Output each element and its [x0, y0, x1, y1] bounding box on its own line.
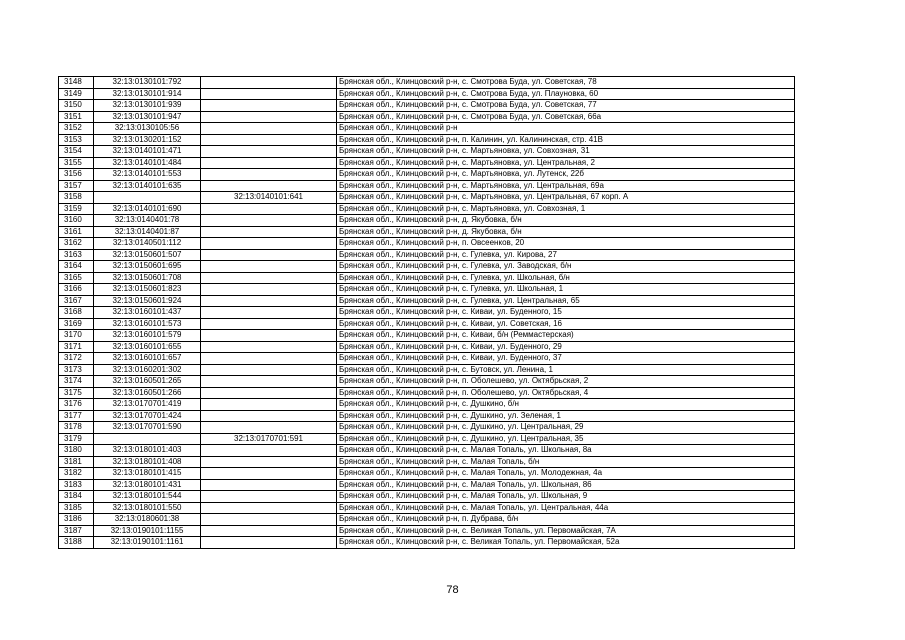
cadastral-number-cell: 32:13:0160501:266 [94, 387, 201, 399]
row-number-cell: 3161 [59, 226, 94, 238]
address-cell: Брянская обл., Клинцовский р-н, с. Киваи, ул. Буденного, 37 [337, 353, 795, 365]
cadastral-number-alt-cell [201, 249, 337, 261]
table-row [59, 180, 795, 192]
address-cell: Брянская обл., Клинцовский р-н, с. Малая Топаль, ул. Молодежная, 4а [337, 468, 795, 480]
cadastral-number-cell: 32:13:0170701:590 [94, 422, 201, 434]
cadastral-number-cell: 32:13:0160201:302 [94, 364, 201, 376]
address-cell: Брянская обл., Клинцовский р-н, д. Якубовка, б/н [337, 215, 795, 227]
cadastral-number-alt-cell [201, 456, 337, 468]
table-row [59, 502, 795, 514]
table-row [59, 387, 795, 399]
page-number: 78 [446, 584, 459, 596]
row-number-cell: 3169 [59, 318, 94, 330]
row-number-cell: 3170 [59, 330, 94, 342]
address-cell: Брянская обл., Клинцовский р-н, с. Смотрова Буда, ул. Советская, 77 [337, 100, 795, 112]
row-number-cell: 3172 [59, 353, 94, 365]
table-row [59, 330, 795, 342]
cadastral-number-alt-cell [201, 445, 337, 457]
cadastral-number-alt-cell [201, 491, 337, 503]
cadastral-number-cell: 32:13:0130105:56 [94, 123, 201, 135]
address-cell: Брянская обл., Клинцовский р-н, с. Гулевка, ул. Школьная, б/н [337, 272, 795, 284]
cadastral-number-cell: 32:13:0140101:690 [94, 203, 201, 215]
cadastral-number-cell: 32:13:0130101:947 [94, 111, 201, 123]
cadastral-number-alt-cell [201, 261, 337, 273]
table-row [59, 468, 795, 480]
cadastral-number-alt-cell [201, 502, 337, 514]
cadastral-number-cell: 32:13:0150601:924 [94, 295, 201, 307]
cadastral-number-alt-cell [201, 330, 337, 342]
cadastral-number-alt-cell [201, 157, 337, 169]
table-row [59, 192, 795, 204]
row-number-cell: 3150 [59, 100, 94, 112]
cadastral-number-cell: 32:13:0170701:424 [94, 410, 201, 422]
table-row [59, 525, 795, 537]
table-row [59, 203, 795, 215]
address-cell: Брянская обл., Клинцовский р-н, с. Гулевка, ул. Школьная, 1 [337, 284, 795, 296]
row-number-cell: 3165 [59, 272, 94, 284]
cadastral-number-cell: 32:13:0160501:265 [94, 376, 201, 388]
cadastral-number-cell: 32:13:0140401:87 [94, 226, 201, 238]
cadastral-number-alt-cell [201, 341, 337, 353]
cadastral-number-cell: 32:13:0160101:437 [94, 307, 201, 319]
cadastral-number-alt-cell [201, 376, 337, 388]
cadastral-number-alt-cell [201, 215, 337, 227]
cadastral-number-alt-cell [201, 514, 337, 526]
table-row [59, 433, 795, 445]
table-row [59, 514, 795, 526]
cadastral-number-alt-cell [201, 88, 337, 100]
address-cell: Брянская обл., Клинцовский р-н, с. Смотрова Буда, ул. Советская, 78 [337, 77, 795, 89]
table-row [59, 376, 795, 388]
cadastral-number-alt-cell [201, 399, 337, 411]
table-row [59, 318, 795, 330]
cadastral-number-cell: 32:13:0150601:695 [94, 261, 201, 273]
cadastral-number-alt-cell [201, 387, 337, 399]
cadastral-number-cell: 32:13:0130101:939 [94, 100, 201, 112]
table-row [59, 88, 795, 100]
cadastral-number-cell: 32:13:0190101:1161 [94, 537, 201, 549]
address-cell: Брянская обл., Клинцовский р-н, с. Малая Топаль, ул. Школьная, 8а [337, 445, 795, 457]
registry-table [58, 76, 795, 549]
cadastral-number-cell: 32:13:0150601:708 [94, 272, 201, 284]
table-row [59, 261, 795, 273]
cadastral-number-alt-cell [201, 307, 337, 319]
cadastral-number-cell: 32:13:0170701:419 [94, 399, 201, 411]
address-cell: Брянская обл., Клинцовский р-н, с. Смотрова Буда, ул. Плауновка, 60 [337, 88, 795, 100]
address-cell: Брянская обл., Клинцовский р-н, с. Мартьяновка, ул. Центральная, 69а [337, 180, 795, 192]
row-number-cell: 3179 [59, 433, 94, 445]
cadastral-number-alt-cell [201, 272, 337, 284]
address-cell: Брянская обл., Клинцовский р-н, с. Душкино, б/н [337, 399, 795, 411]
address-cell: Брянская обл., Клинцовский р-н, с. Киваи, б/н (Реммастерская) [337, 330, 795, 342]
table-row [59, 422, 795, 434]
cadastral-number-alt-cell [201, 353, 337, 365]
address-cell: Брянская обл., Клинцовский р-н, п. Оболешево, ул. Октябрьская, 2 [337, 376, 795, 388]
cadastral-number-alt-cell [201, 422, 337, 434]
cadastral-number-alt-cell [201, 284, 337, 296]
address-cell: Брянская обл., Клинцовский р-н, с. Гулевка, ул. Центральная, 65 [337, 295, 795, 307]
row-number-cell: 3164 [59, 261, 94, 273]
address-cell: Брянская обл., Клинцовский р-н, с. Великая Топаль, ул. Первомайская, 52а [337, 537, 795, 549]
address-cell: Брянская обл., Клинцовский р-н, с. Душкино, ул. Центральная, 29 [337, 422, 795, 434]
row-number-cell: 3167 [59, 295, 94, 307]
address-cell: Брянская обл., Клинцовский р-н, с. Гулевка, ул. Кирова, 27 [337, 249, 795, 261]
cadastral-number-cell: 32:13:0140101:553 [94, 169, 201, 181]
row-number-cell: 3188 [59, 537, 94, 549]
address-cell: Брянская обл., Клинцовский р-н [337, 123, 795, 135]
row-number-cell: 3185 [59, 502, 94, 514]
row-number-cell: 3163 [59, 249, 94, 261]
table-row [59, 215, 795, 227]
table-row [59, 295, 795, 307]
address-cell: Брянская обл., Клинцовский р-н, п. Овсеенков, 20 [337, 238, 795, 250]
table-row [59, 272, 795, 284]
row-number-cell: 3177 [59, 410, 94, 422]
cadastral-number-cell: 32:13:0140501:112 [94, 238, 201, 250]
table-row [59, 284, 795, 296]
cadastral-number-cell: 32:13:0140101:471 [94, 146, 201, 158]
row-number-cell: 3154 [59, 146, 94, 158]
row-number-cell: 3159 [59, 203, 94, 215]
row-number-cell: 3151 [59, 111, 94, 123]
address-cell: Брянская обл., Клинцовский р-н, с. Мартьяновка, ул. Центральная, 67 корп. А [337, 192, 795, 204]
row-number-cell: 3178 [59, 422, 94, 434]
table-row [59, 364, 795, 376]
cadastral-number-alt-cell [201, 295, 337, 307]
cadastral-number-alt-cell [201, 100, 337, 112]
row-number-cell: 3184 [59, 491, 94, 503]
cadastral-number-alt-cell: 32:13:0140101:641 [201, 192, 337, 204]
table-row [59, 399, 795, 411]
table-row [59, 226, 795, 238]
cadastral-number-cell: 32:13:0150601:507 [94, 249, 201, 261]
cadastral-number-cell: 32:13:0160101:579 [94, 330, 201, 342]
row-number-cell: 3152 [59, 123, 94, 135]
cadastral-number-cell: 32:13:0130101:914 [94, 88, 201, 100]
address-cell: Брянская обл., Клинцовский р-н, с. Мартьяновка, ул. Центральная, 2 [337, 157, 795, 169]
cadastral-number-alt-cell [201, 77, 337, 89]
cadastral-number-cell: 32:13:0130201:152 [94, 134, 201, 146]
row-number-cell: 3157 [59, 180, 94, 192]
row-number-cell: 3173 [59, 364, 94, 376]
row-number-cell: 3182 [59, 468, 94, 480]
address-cell: Брянская обл., Клинцовский р-н, д. Якубовка, б/н [337, 226, 795, 238]
cadastral-number-alt-cell [201, 525, 337, 537]
table-row [59, 111, 795, 123]
cadastral-number-cell [94, 192, 201, 204]
row-number-cell: 3171 [59, 341, 94, 353]
address-cell: Брянская обл., Клинцовский р-н, с. Смотрова Буда, ул. Советская, 66а [337, 111, 795, 123]
cadastral-number-alt-cell: 32:13:0170701:591 [201, 433, 337, 445]
address-cell: Брянская обл., Клинцовский р-н, с. Малая Топаль, ул. Школьная, 9 [337, 491, 795, 503]
row-number-cell: 3175 [59, 387, 94, 399]
cadastral-number-cell: 32:13:0180101:408 [94, 456, 201, 468]
table-row [59, 479, 795, 491]
cadastral-number-cell: 32:13:0180101:403 [94, 445, 201, 457]
row-number-cell: 3187 [59, 525, 94, 537]
registry-table-body [59, 77, 795, 549]
address-cell: Брянская обл., Клинцовский р-н, с. Киваи, ул. Буденного, 15 [337, 307, 795, 319]
cadastral-number-alt-cell [201, 180, 337, 192]
cadastral-number-cell: 32:13:0140101:635 [94, 180, 201, 192]
cadastral-number-cell: 32:13:0160101:657 [94, 353, 201, 365]
row-number-cell: 3183 [59, 479, 94, 491]
cadastral-number-alt-cell [201, 468, 337, 480]
address-cell: Брянская обл., Клинцовский р-н, с. Малая Топаль, б/н [337, 456, 795, 468]
table-row [59, 238, 795, 250]
address-cell: Брянская обл., Клинцовский р-н, с. Бутовск, ул. Ленина, 1 [337, 364, 795, 376]
table-row [59, 537, 795, 549]
cadastral-number-alt-cell [201, 238, 337, 250]
address-cell: Брянская обл., Клинцовский р-н, с. Гулевка, ул. Заводская, б/н [337, 261, 795, 273]
address-cell: Брянская обл., Клинцовский р-н, с. Мартьяновка, ул. Лутенск, 22б [337, 169, 795, 181]
row-number-cell: 3162 [59, 238, 94, 250]
address-cell: Брянская обл., Клинцовский р-н, п. Калинин, ул. Калининская, стр. 41В [337, 134, 795, 146]
table-row [59, 353, 795, 365]
address-cell: Брянская обл., Клинцовский р-н, с. Киваи, ул. Советская, 16 [337, 318, 795, 330]
table-row [59, 410, 795, 422]
cadastral-number-cell: 32:13:0180101:544 [94, 491, 201, 503]
address-cell: Брянская обл., Клинцовский р-н, с. Мартьяновка, ул. Совхозная, 1 [337, 203, 795, 215]
cadastral-number-alt-cell [201, 111, 337, 123]
cadastral-number-alt-cell [201, 203, 337, 215]
cadastral-number-cell: 32:13:0190101:1155 [94, 525, 201, 537]
table-row [59, 456, 795, 468]
row-number-cell: 3149 [59, 88, 94, 100]
row-number-cell: 3168 [59, 307, 94, 319]
table-row [59, 169, 795, 181]
row-number-cell: 3166 [59, 284, 94, 296]
row-number-cell: 3155 [59, 157, 94, 169]
row-number-cell: 3176 [59, 399, 94, 411]
cadastral-number-cell: 32:13:0150601:823 [94, 284, 201, 296]
address-cell: Брянская обл., Клинцовский р-н, с. Киваи, ул. Буденного, 29 [337, 341, 795, 353]
cadastral-number-cell: 32:13:0140101:484 [94, 157, 201, 169]
table-row [59, 307, 795, 319]
table-row [59, 100, 795, 112]
cadastral-number-cell: 32:13:0140401:78 [94, 215, 201, 227]
row-number-cell: 3180 [59, 445, 94, 457]
cadastral-number-alt-cell [201, 146, 337, 158]
table-row [59, 341, 795, 353]
cadastral-number-cell: 32:13:0180601:38 [94, 514, 201, 526]
row-number-cell: 3156 [59, 169, 94, 181]
cadastral-number-cell: 32:13:0180101:415 [94, 468, 201, 480]
cadastral-number-alt-cell [201, 537, 337, 549]
address-cell: Брянская обл., Клинцовский р-н, с. Душкино, ул. Зеленая, 1 [337, 410, 795, 422]
row-number-cell: 3148 [59, 77, 94, 89]
cadastral-number-alt-cell [201, 364, 337, 376]
row-number-cell: 3174 [59, 376, 94, 388]
cadastral-number-alt-cell [201, 123, 337, 135]
address-cell: Брянская обл., Клинцовский р-н, с. Душкино, ул. Центральная, 35 [337, 433, 795, 445]
table-row [59, 249, 795, 261]
cadastral-number-alt-cell [201, 479, 337, 491]
table-row [59, 77, 795, 89]
cadastral-number-alt-cell [201, 226, 337, 238]
address-cell: Брянская обл., Клинцовский р-н, с. Малая Топаль, ул. Центральная, 44а [337, 502, 795, 514]
row-number-cell: 3153 [59, 134, 94, 146]
row-number-cell: 3160 [59, 215, 94, 227]
cadastral-number-cell [94, 433, 201, 445]
cadastral-number-alt-cell [201, 410, 337, 422]
cadastral-number-alt-cell [201, 318, 337, 330]
address-cell: Брянская обл., Клинцовский р-н, п. Оболешево, ул. Октябрьская, 4 [337, 387, 795, 399]
table-row [59, 123, 795, 135]
table-row [59, 134, 795, 146]
table-row [59, 146, 795, 158]
table-row [59, 157, 795, 169]
table-row [59, 491, 795, 503]
cadastral-number-cell: 32:13:0160101:655 [94, 341, 201, 353]
row-number-cell: 3181 [59, 456, 94, 468]
address-cell: Брянская обл., Клинцовский р-н, с. Малая Топаль, ул. Школьная, 86 [337, 479, 795, 491]
address-cell: Брянская обл., Клинцовский р-н, с. Мартьяновка, ул. Совхозная, 31 [337, 146, 795, 158]
address-cell: Брянская обл., Клинцовский р-н, п. Дубрава, б/н [337, 514, 795, 526]
cadastral-number-cell: 32:13:0130101:792 [94, 77, 201, 89]
cadastral-number-cell: 32:13:0160101:573 [94, 318, 201, 330]
table-row [59, 445, 795, 457]
address-cell: Брянская обл., Клинцовский р-н, с. Великая Топаль, ул. Первомайская, 7А [337, 525, 795, 537]
row-number-cell: 3158 [59, 192, 94, 204]
cadastral-number-alt-cell [201, 169, 337, 181]
cadastral-number-cell: 32:13:0180101:550 [94, 502, 201, 514]
cadastral-number-alt-cell [201, 134, 337, 146]
cadastral-number-cell: 32:13:0180101:431 [94, 479, 201, 491]
row-number-cell: 3186 [59, 514, 94, 526]
